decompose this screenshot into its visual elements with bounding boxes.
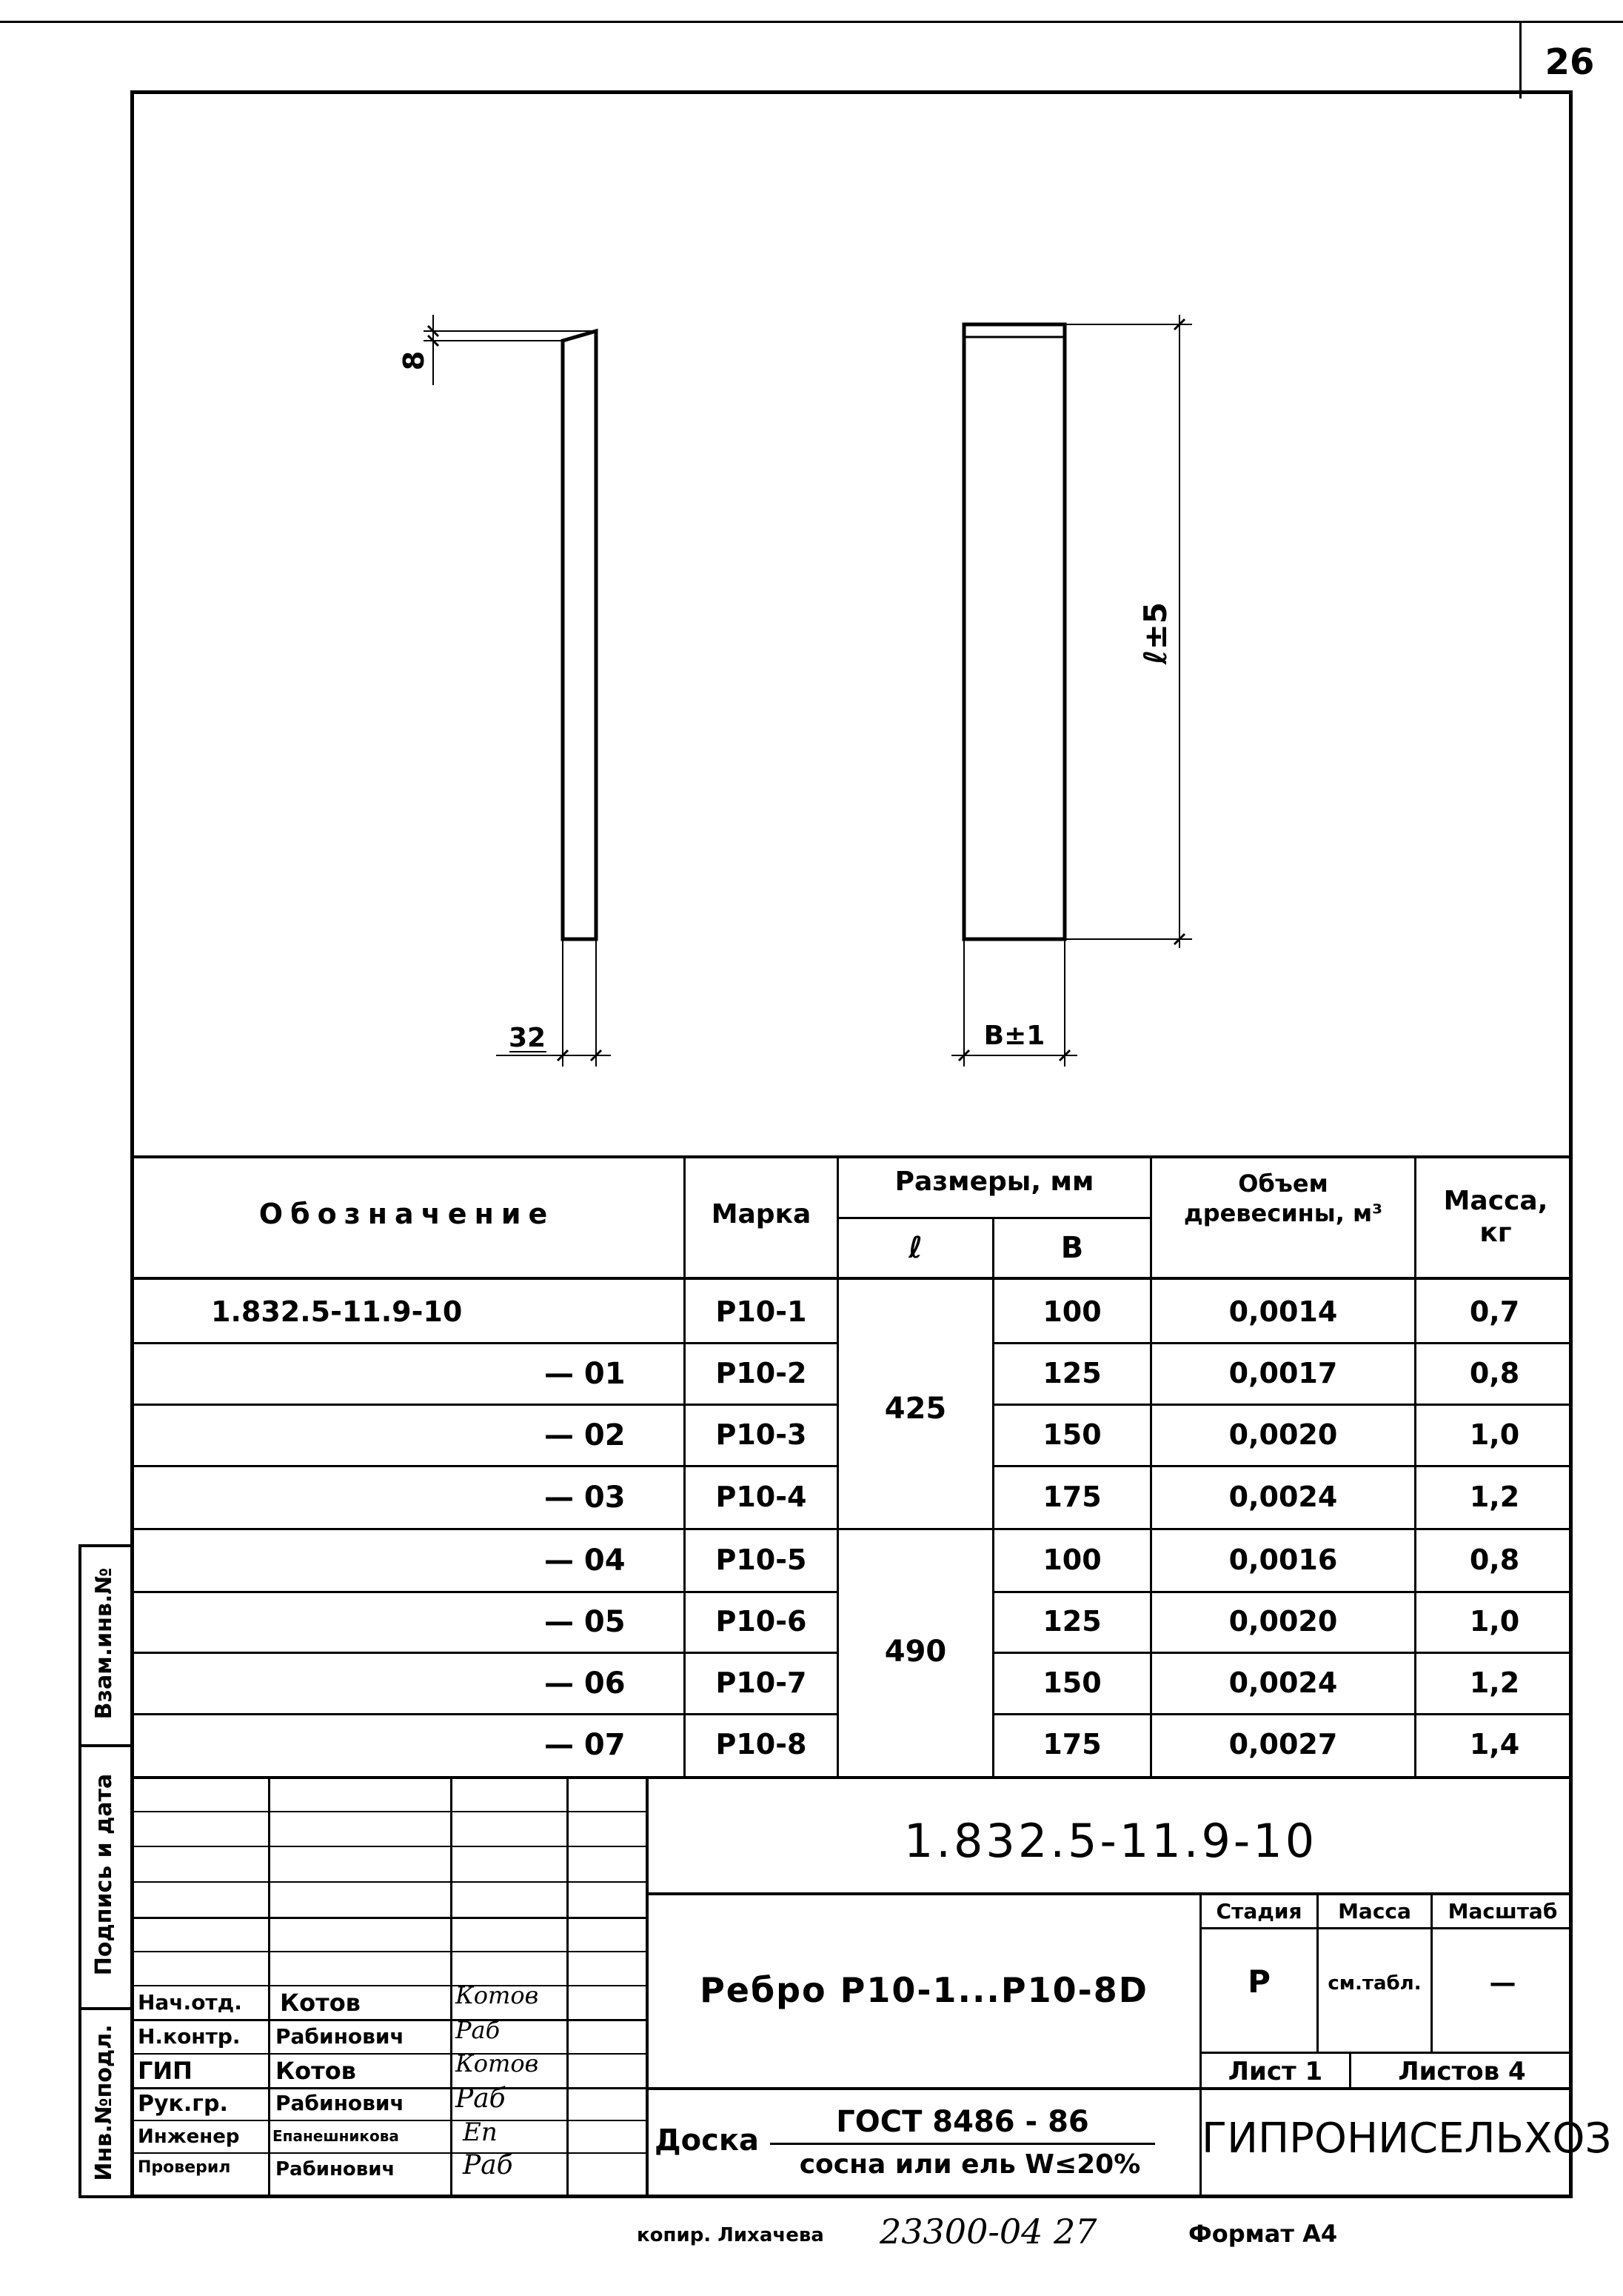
header-bottom-line xyxy=(130,1277,1573,1280)
rib-front-view xyxy=(951,315,1192,1067)
header-mass: Масса, кг xyxy=(1443,1186,1548,1249)
stamp-inv-podl: Инв.№подл. xyxy=(91,2024,117,2181)
header-designation: Обозначение xyxy=(258,1198,555,1230)
material-gost: ГОСТ 8486 - 86 xyxy=(836,2105,1089,2139)
signature-n-kontr: Раб xyxy=(455,2016,501,2044)
sheet-label: Лист 1 xyxy=(1228,2057,1323,2086)
role-proveril: Проверил xyxy=(138,2158,231,2177)
sheets-label: Листов 4 xyxy=(1398,2057,1526,2086)
scale-value: — xyxy=(1489,1968,1516,1998)
stamp-podpis-data: Подпись и дата xyxy=(91,1773,117,1976)
table-top-line xyxy=(130,1155,1573,1158)
doc-code: 1.832.5-11.9-10 xyxy=(903,1814,1318,1868)
footer-number: 23300-04 27 xyxy=(880,2212,1097,2252)
group-l-425: 425 xyxy=(884,1392,947,1426)
header-volume: Объем древесины, м³ xyxy=(1183,1169,1383,1227)
organization: ГИПРОНИСЕЛЬХОЗ xyxy=(1202,2115,1612,2163)
header-size-b: B xyxy=(1060,1231,1084,1265)
footer-format: Формат А4 xyxy=(1188,2220,1338,2248)
material-spec: сосна или ель W≤20% xyxy=(799,2149,1141,2180)
stage-value: Р xyxy=(1248,1963,1271,2000)
stage-label: Стадия xyxy=(1216,1899,1302,1923)
dim-thickness-bottom: 32 xyxy=(508,1023,546,1053)
signature-nach-otd: Котов xyxy=(455,1981,539,2009)
role-gip: ГИП xyxy=(138,2057,193,2085)
signature-inzhener: Еп xyxy=(463,2118,498,2147)
group-l-490: 490 xyxy=(884,1635,947,1669)
name-n-kontr: Рабинович xyxy=(275,2024,404,2049)
rib-side-outline xyxy=(563,331,596,939)
dim-width: B±1 xyxy=(983,1021,1045,1051)
header-sizes: Размеры, мм xyxy=(894,1167,1094,1197)
material-fraction-line xyxy=(770,2143,1155,2145)
stamp-vzam-inv: Взам.инв.№ xyxy=(91,1567,117,1720)
sizes-sub-line xyxy=(838,1217,1151,1219)
role-nach-otd: Нач.отд. xyxy=(138,1990,242,2015)
name-proveril: Рабинович xyxy=(275,2158,395,2180)
name-inzhener: Епанешникова xyxy=(272,2127,399,2145)
header-size-l: ℓ xyxy=(908,1231,923,1265)
name-ruk-gr: Рабинович xyxy=(275,2091,404,2115)
role-ruk-gr: Рук.гр. xyxy=(138,2091,228,2117)
role-n-kontr: Н.контр. xyxy=(138,2024,241,2049)
rib-front-outline xyxy=(964,324,1065,939)
rib-side-view xyxy=(424,315,611,1067)
name-nach-otd: Котов xyxy=(280,1989,361,2017)
name-gip: Котов xyxy=(275,2057,356,2085)
signature-gip: Котов xyxy=(455,2049,539,2078)
role-inzhener: Инженер xyxy=(138,2126,240,2148)
dim-thickness-top: 8 xyxy=(398,350,430,371)
material-label: Доска xyxy=(655,2123,759,2157)
footer-copied: копир. Лихачева xyxy=(637,2224,824,2246)
dim-length: ℓ±5 xyxy=(1137,601,1174,665)
header-mark: Марка xyxy=(711,1199,812,1229)
signature-proveril: Раб xyxy=(463,2150,513,2180)
part-title: Ребро Р10-1...Р10-8D xyxy=(700,1970,1148,2010)
mass-label: Масса xyxy=(1338,1899,1411,1923)
mass-value: см.табл. xyxy=(1328,1972,1422,1995)
signature-ruk-gr: Раб xyxy=(455,2083,506,2114)
scale-label: Масштаб xyxy=(1448,1899,1558,1923)
sheet-number: 26 xyxy=(1545,41,1595,83)
